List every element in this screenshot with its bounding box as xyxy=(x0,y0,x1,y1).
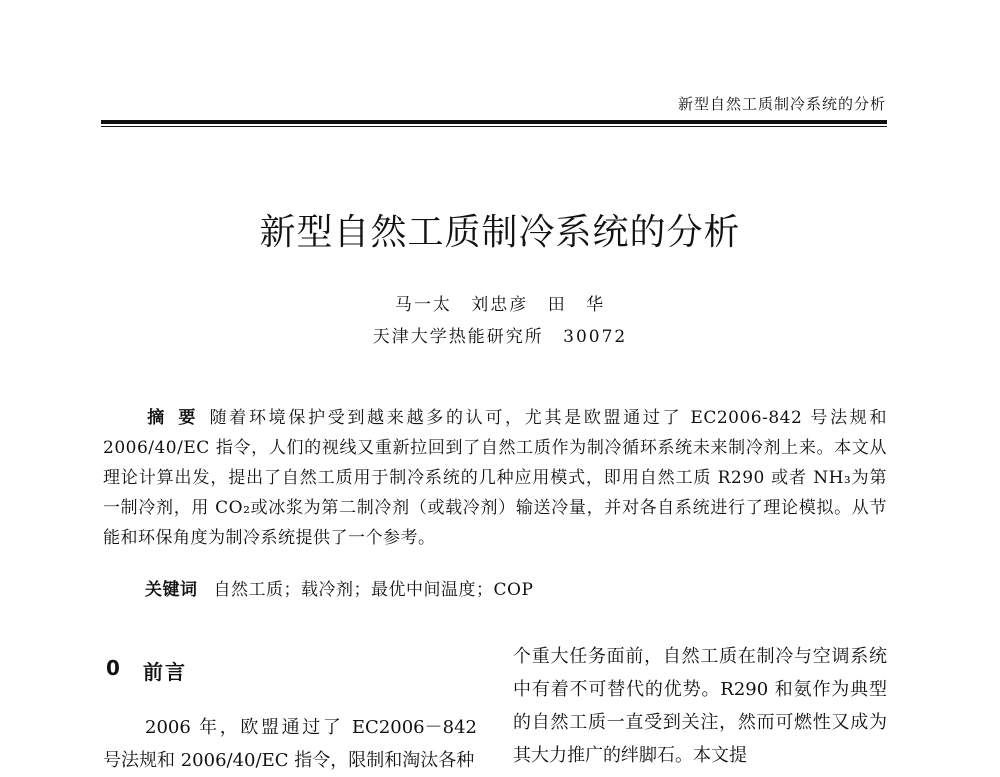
keywords-text: 自然工质；载冷剂；最优中间温度；COP xyxy=(213,580,534,600)
abstract-label: 摘要 xyxy=(145,408,210,428)
authors: 马一太 刘忠彦 田 华 xyxy=(394,295,606,315)
right-column-text: 个重大任务面前，自然工质在制冷与空调系统中有着不可替代的优势。R290 和氨作为典型的自然工质一直受到关注，然而可燃性又成为其大力推广的绊脚石。本文提 xyxy=(513,646,887,766)
section-number: 0 xyxy=(106,656,120,680)
keywords-label: 关键词 xyxy=(145,580,198,600)
body-left-column xyxy=(103,711,477,777)
abstract xyxy=(103,403,887,553)
body-right-column xyxy=(513,640,887,772)
affiliation: 天津大学热能研究所 30072 xyxy=(372,327,628,347)
running-header: 新型自然工质制冷系统的分析 xyxy=(677,95,886,113)
section-title: 前言 xyxy=(143,660,187,684)
header-rule-thin xyxy=(101,126,887,127)
left-column-text: 2006 年，欧盟通过了 EC2006－842 号法规和 2006/40/EC 指令，限制和淘汰各种 xyxy=(103,717,477,771)
paper-title: 新型自然工质制冷系统的分析 xyxy=(259,212,741,253)
keywords xyxy=(145,575,533,600)
abstract-text: 随着环境保护受到越来越多的认可，尤其是欧盟通过了 EC2006-842 号法规和 2006/40/EC 指令，人们的视线又重新拉回到了自然工质作为制冷循环系统未来制冷剂上来。本文从理论计算出发，提出了自然工质用于制冷系统的几种应用模式，即用自然工质 R290 或者 NH₃为第一制冷剂，用 CO₂或冰浆为第二制冷剂（或载冷剂）输送冷量，并对各自系统进行了理论模拟。从节能和环保角度为制冷系统提供了一个参考。 xyxy=(103,408,887,548)
header-rule xyxy=(101,120,887,124)
